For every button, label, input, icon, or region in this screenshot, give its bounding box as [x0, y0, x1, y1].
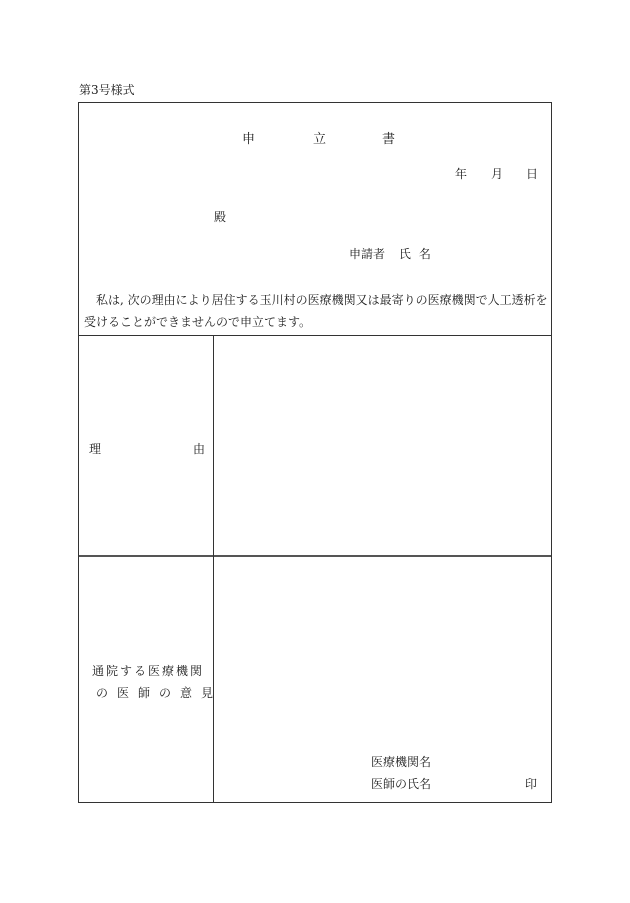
applicant-name-label: 氏名	[398, 247, 439, 261]
date-month-label: 月	[491, 167, 504, 181]
doctor-opinion-label	[92, 660, 222, 704]
header-divider	[79, 335, 551, 336]
section-divider	[79, 555, 551, 557]
title-char-1: 申	[242, 132, 256, 147]
reason-label-right: 由	[193, 442, 206, 456]
seal-mark: 印	[525, 777, 538, 791]
date-day-label: 日	[526, 167, 539, 181]
date-year-label: 年	[455, 167, 468, 181]
applicant-line	[349, 245, 439, 262]
opinion-label-line2: の医師の意見	[96, 686, 223, 700]
addressee-suffix: 殿	[214, 210, 227, 224]
opinion-label-line1: 通院する医療機関	[92, 664, 205, 678]
label-column-divider	[213, 336, 214, 803]
statement-text: 私は, 次の理由により居住する玉川村の医療機関又は最寄りの医療機関で人工透析を受けることができませんので申立てます。	[84, 293, 548, 329]
applicant-label: 申請者	[349, 247, 386, 261]
title-char-3: 書	[382, 132, 396, 147]
doctor-name-label: 医師の氏名	[371, 777, 432, 791]
application-form	[78, 102, 552, 803]
title-char-2: 立	[313, 132, 327, 147]
institution-name-label: 医療機関名	[371, 755, 432, 769]
reason-label-left: 理	[89, 442, 102, 456]
form-number: 第3号様式	[79, 83, 135, 97]
form-header	[79, 103, 551, 336]
